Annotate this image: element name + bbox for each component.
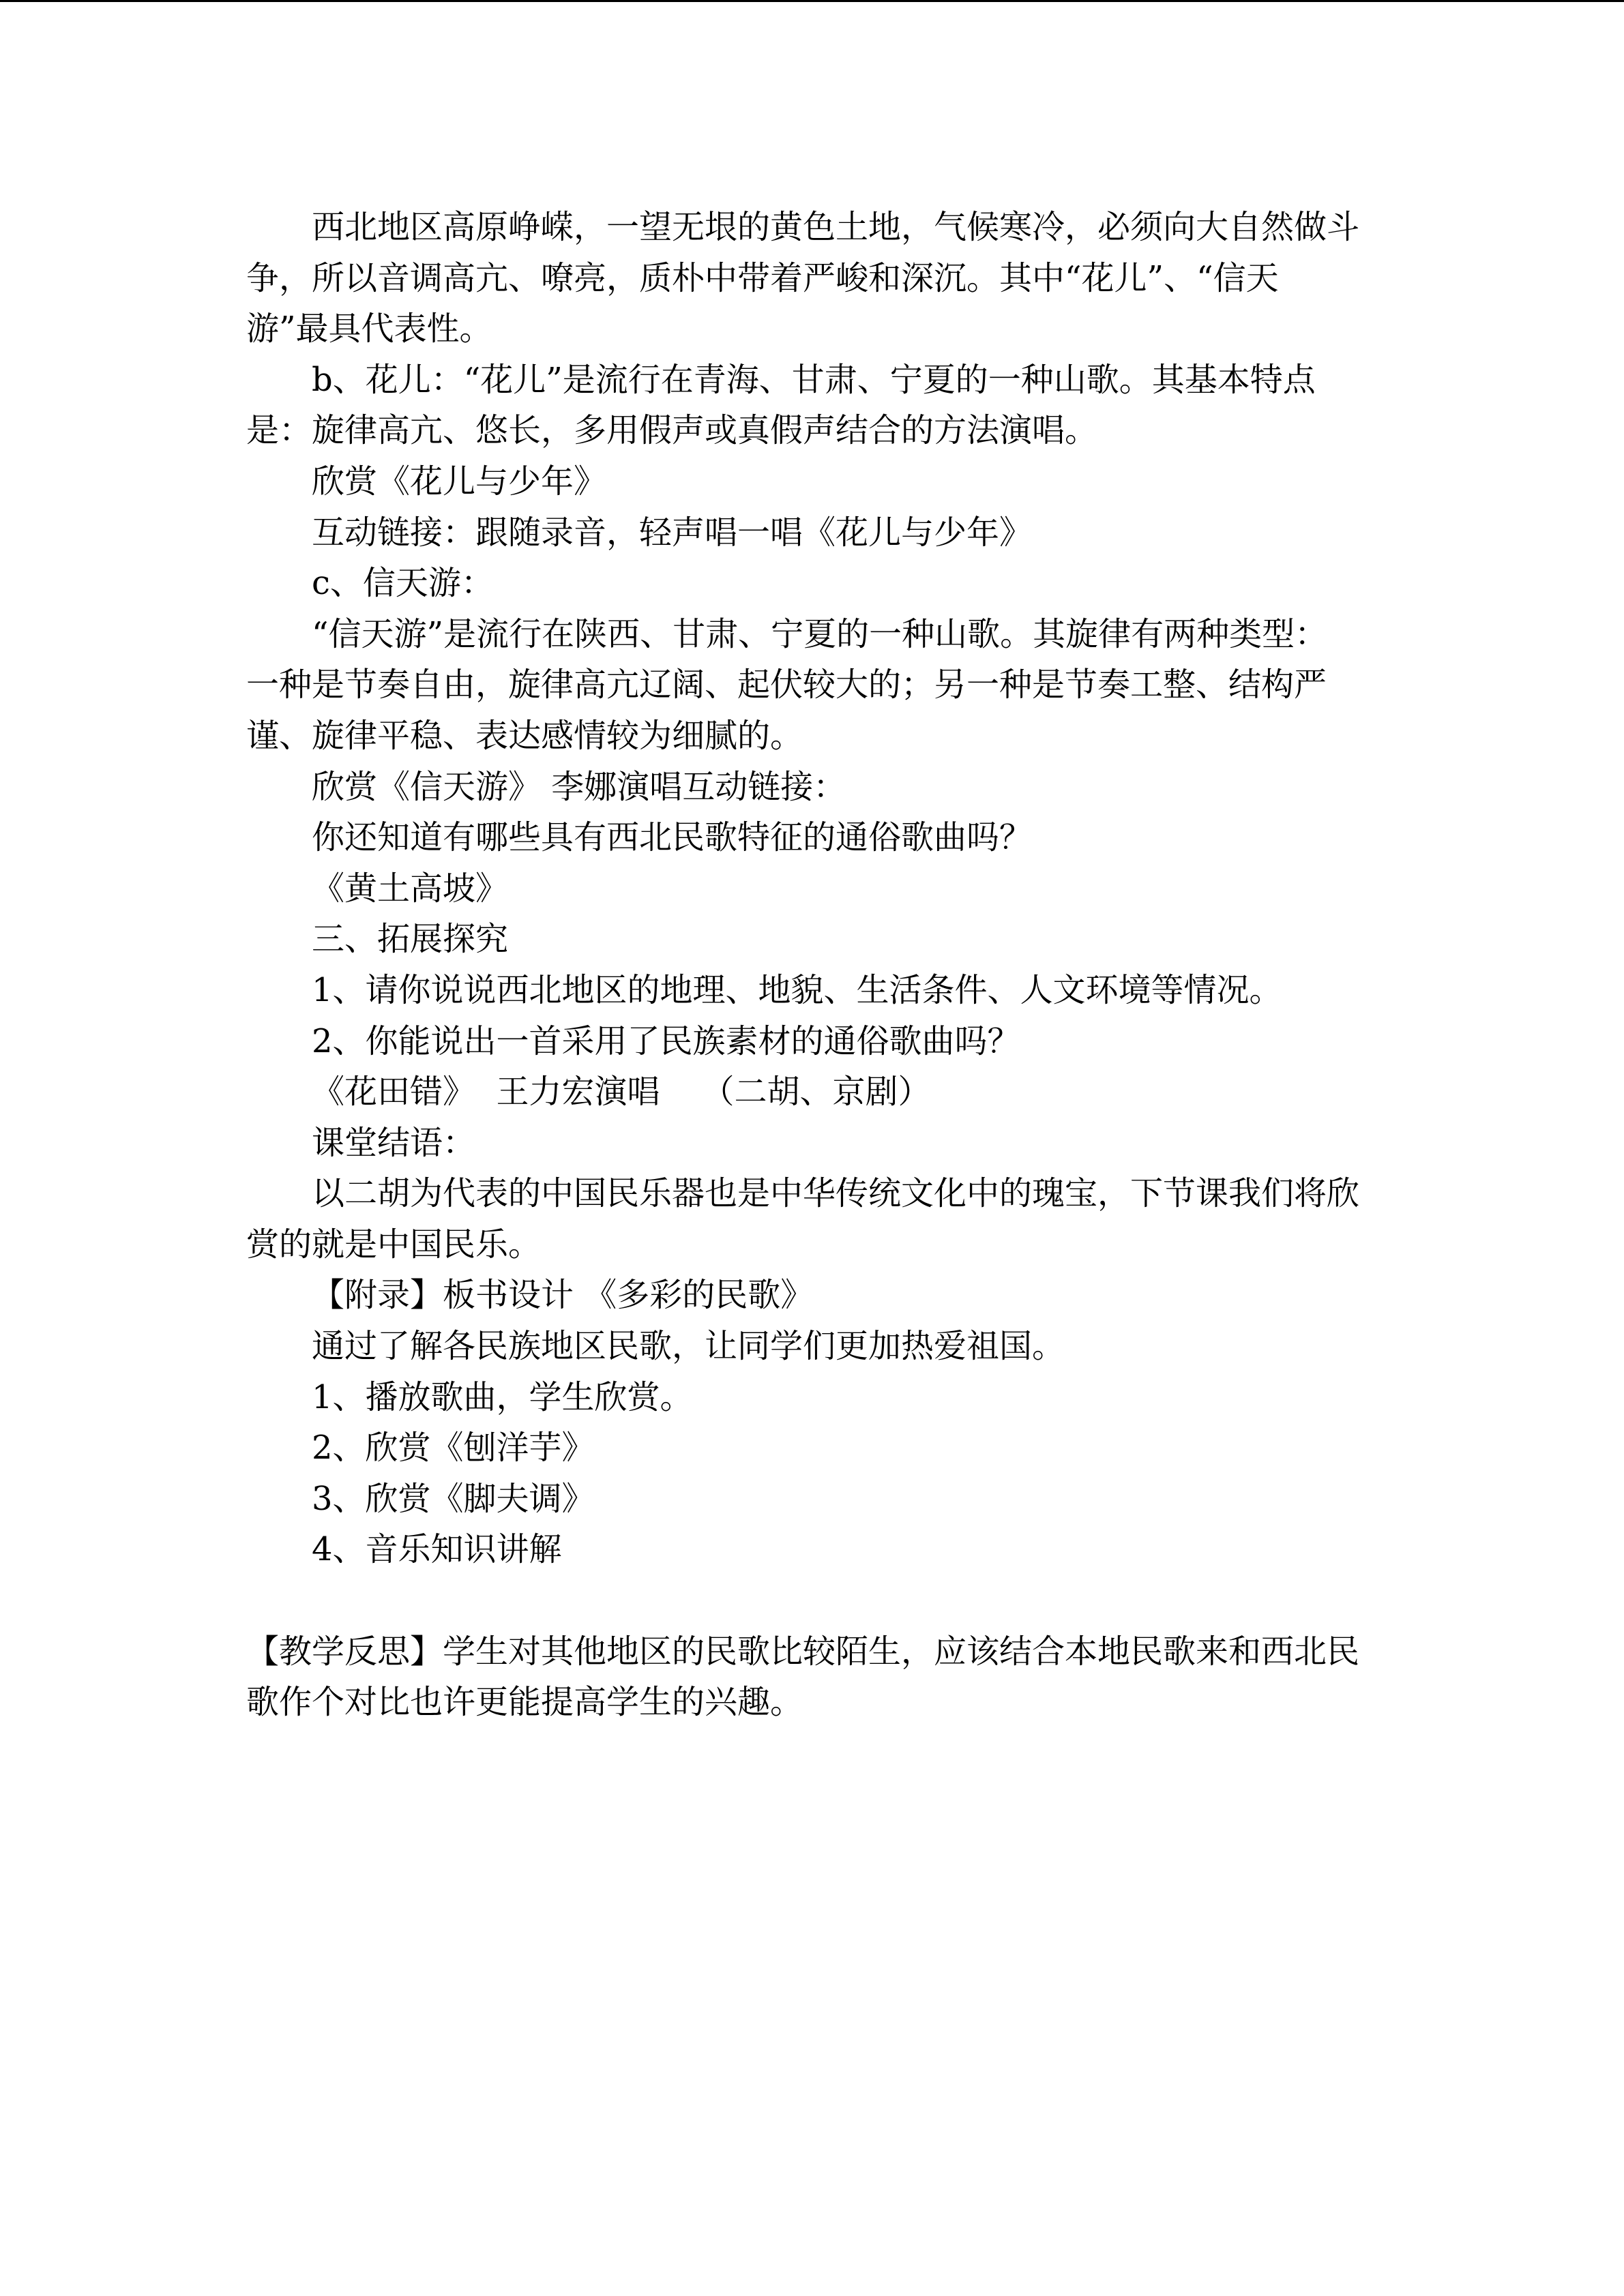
section-heading-appendix (246, 1270, 1542, 1321)
text-line: 2、欣赏《刨洋芋》 (312, 1429, 595, 1467)
list-item (246, 965, 1542, 1016)
text-line: 谨、旋律平稳、表达感情较为细腻的。 (246, 716, 803, 755)
text-line: 你还知道有哪些具有西北民歌特征的通俗歌曲吗？ (312, 818, 1033, 857)
text-line: 1、请你说说西北地区的地理、地貌、生活条件、人文环境等情况。 (312, 970, 1282, 1009)
text-line: 欣赏《花儿与少年》 (312, 462, 607, 501)
paragraph-question-popular-songs (246, 812, 1542, 863)
text-line: 《黄土高坡》 (312, 869, 509, 908)
paragraph-teaching-reflection (246, 1626, 1542, 1728)
text-line: “信天游”是流行在陕西、甘肃、宁夏的一种山歌。其旋律有两种类型： (312, 614, 1328, 653)
text-line: 【附录】板书设计 《多彩的民歌》 (312, 1276, 814, 1315)
text-line: 以二胡为代表的中国民乐器也是中华传统文化中的瑰宝，下节课我们将欣 (312, 1174, 1360, 1213)
text-line: 【教学反思】学生对其他地区的民歌比较陌生，应该结合本地民歌来和西北民 (246, 1632, 1360, 1671)
list-item (246, 1422, 1542, 1474)
text-line: 欣赏《信天游》 李娜演唱互动链接： (312, 767, 846, 806)
paragraph-huaer (246, 355, 1542, 456)
list-item (246, 1372, 1542, 1423)
paragraph-song-example (246, 1067, 1542, 1118)
text-line: 3、欣赏《脚夫调》 (312, 1479, 595, 1518)
paragraph-xintianyou-heading (246, 558, 1542, 609)
paragraph-conclusion (246, 1168, 1542, 1270)
text-line: c、信天游： (312, 564, 494, 603)
section-heading-conclusion (246, 1118, 1542, 1169)
text-line: b、花儿：“花儿”是流行在青海、甘肃、宁夏的一种山歌。其基本特点 (312, 360, 1316, 399)
paragraph-xintianyou (246, 609, 1542, 762)
text-line: 游”最具代表性。 (246, 310, 492, 348)
text-line: 赏的就是中国民乐。 (246, 1225, 542, 1264)
paragraph-appreciate-xintianyou (246, 762, 1542, 813)
paragraph-appreciate-huaer (246, 456, 1542, 507)
text-line: 三、拓展探究 (312, 920, 509, 959)
section-heading-extension (246, 914, 1542, 965)
text-line: 争，所以音调高亢、嘹亮，质朴中带着严峻和深沉。其中“花儿”、“信天 (246, 258, 1279, 297)
page-top-rule (0, 0, 1624, 2)
text-line: 是：旋律高亢、悠长，多用假声或真假声结合的方法演唱。 (246, 411, 1098, 450)
document-body (246, 202, 1542, 1728)
paragraph-song-title (246, 863, 1542, 914)
text-line: 歌作个对比也许更能提高学生的兴趣。 (246, 1683, 803, 1722)
paragraph-appendix-goal (246, 1321, 1542, 1372)
paragraph-northwest-intro (246, 202, 1542, 355)
list-item (246, 1016, 1542, 1067)
text-line: 西北地区高原峥嵘，一望无垠的黄色土地，气候寒冷，必须向大自然做斗 (312, 208, 1360, 246)
text-line: 互动链接：跟随录音，轻声唱一唱《花儿与少年》 (312, 513, 1033, 552)
text-line: 2、你能说出一首采用了民族素材的通俗歌曲吗？ (312, 1022, 1020, 1060)
text-line: 4、音乐知识讲解 (312, 1530, 562, 1569)
text-line: 通过了解各民族地区民歌，让同学们更加热爱祖国。 (312, 1327, 1065, 1366)
text-line: 一种是节奏自由，旋律高亢辽阔、起伏较大的；另一种是节奏工整、结构严 (246, 666, 1327, 704)
text-line: 《花田错》 王力宏演唱 （二胡、京剧） (312, 1073, 931, 1112)
text-line: 课堂结语： (312, 1123, 476, 1162)
list-item (246, 1524, 1542, 1575)
text-line: 1、播放歌曲，学生欣赏。 (312, 1377, 693, 1416)
list-item (246, 1474, 1542, 1525)
paragraph-interactive-link (246, 507, 1542, 558)
